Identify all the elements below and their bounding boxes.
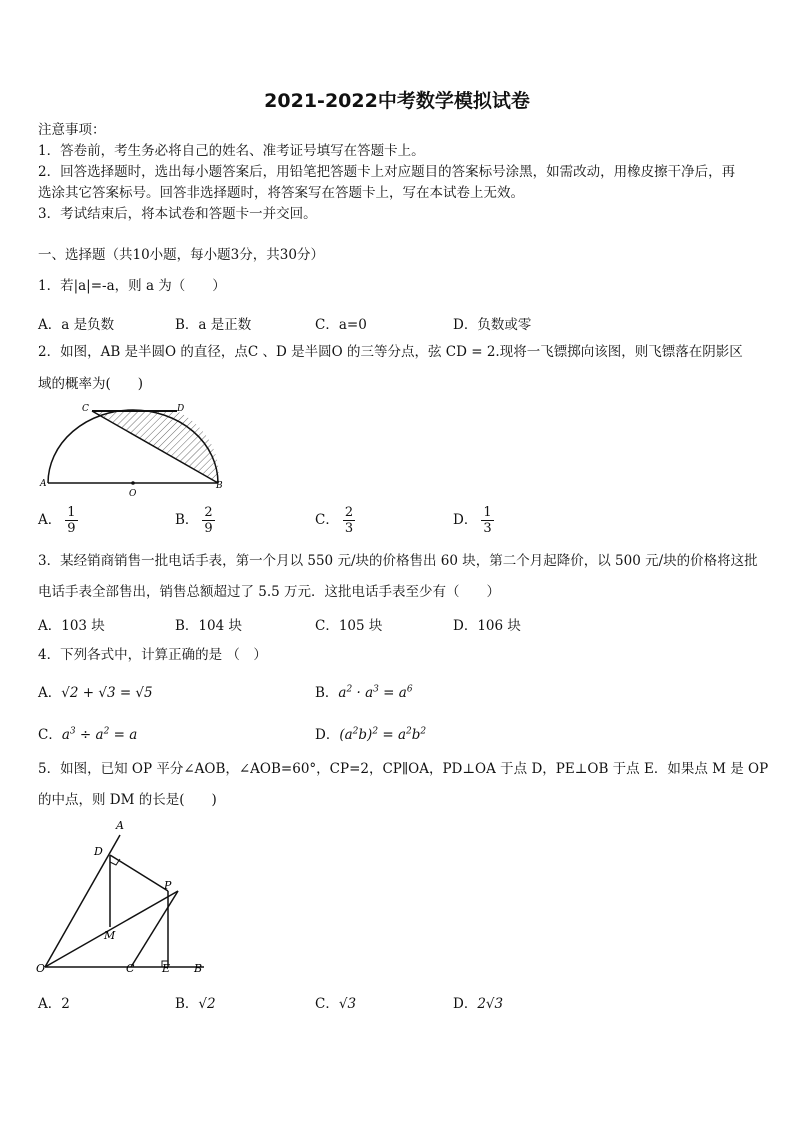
question-3-stem-line1: 3．某经销商销售一批电话手表，第一个月以 550 元/块的价格售出 60 块，第二个月起降价，以 500 元/块的价格将这批 <box>38 553 758 569</box>
notice-item-1: 1．答卷前，考生务必将自己的姓名、准考证号填写在答题卡上。 <box>38 143 425 159</box>
label-a: A <box>40 479 47 489</box>
question-4-stem: 4．下列各式中，计算正确的是 （ ） <box>38 647 267 663</box>
label-b: B <box>194 962 203 975</box>
section-heading: 一、选择题（共10小题，每小题3分，共30分） <box>38 247 324 263</box>
question-3-stem-line2: 电话手表全部售出，销售总额超过了 5.5 万元．这批电话手表至少有（ ） <box>38 584 501 600</box>
label-c: C <box>82 404 89 414</box>
q1-option-a: A．a 是负数 <box>38 317 115 333</box>
notice-item-2: 2．回答选择题时，选出每小题答案后，用铅笔把答题卡上对应题目的答案标号涂黑，如需改动，用橡皮擦干净后，再 <box>38 164 736 180</box>
label-p: P <box>164 879 172 892</box>
q4-option-c: C．$a^3 \div a^2 = a$ <box>38 726 138 743</box>
label-b: B <box>216 481 223 491</box>
q4-option-a: A．√2 + √3 = √5 <box>38 685 153 701</box>
q5-option-d: D．2√3 <box>453 996 504 1012</box>
q2-option-a: A． $\frac{1}{9}$ <box>38 505 76 536</box>
q2-option-b: B． $\frac{2}{9}$ <box>175 505 213 536</box>
q5-option-a: A．2 <box>38 996 70 1012</box>
page-title: 2021-2022中考数学模拟试卷 <box>264 90 530 112</box>
q5-option-b: B．√2 <box>175 996 216 1012</box>
label-o: O <box>36 962 46 975</box>
q1-option-b: B．a 是正数 <box>175 317 252 333</box>
q3-option-c: C．105 块 <box>315 618 383 634</box>
notice-item-3: 3．考试结束后，将本试卷和答题卡一并交回。 <box>38 206 317 222</box>
label-a: A <box>116 819 124 832</box>
notice-item-2-cont: 选涂其它答案标号。回答非选择题时，将答案写在答题卡上，写在本试卷上无效。 <box>38 185 524 201</box>
q5-option-c: C．√3 <box>315 996 357 1012</box>
ray-oa <box>45 835 120 967</box>
label-m: M <box>104 929 116 942</box>
label-d: D <box>177 404 185 414</box>
q1-option-d: D．负数或零 <box>453 317 532 333</box>
semicircle-figure <box>36 400 226 504</box>
segment-cp <box>131 891 178 967</box>
center-o <box>131 481 135 485</box>
q3-option-d: D．106 块 <box>453 618 521 634</box>
q4-option-d: D．$(a^2b)^2 = a^2b^2$ <box>315 726 427 743</box>
label-e: E <box>162 962 171 975</box>
notice-heading: 注意事项： <box>38 122 106 138</box>
question-2-stem-line1: 2．如图，AB 是半圆O 的直径，点C 、D 是半圆O 的三等分点，弦 CD = 2.现将一飞镖掷向该图，则飞镖落在阴影区 <box>38 344 743 360</box>
angle-bisector-figure <box>34 815 214 980</box>
question-1-stem: 1．若|a|=-a，则 a 为（ ） <box>38 278 226 294</box>
question-2-stem-line2: 域的概率为( ) <box>38 376 144 392</box>
q4-option-b: B．$a^2 \cdot a^3 = a^6$ <box>315 684 413 701</box>
q2-option-c: C． $\frac{2}{3}$ <box>315 505 354 536</box>
label-d: D <box>94 845 103 858</box>
q1-option-c: C．a=0 <box>315 317 367 333</box>
q2-option-d: D． $\frac{1}{3}$ <box>453 505 492 536</box>
question-5-stem-line2: 的中点，则 DM 的长是( ) <box>38 792 217 808</box>
question-5-stem-line1: 5．如图，已知 OP 平分∠AOB，∠AOB=60°，CP=2，CP∥OA，PD⊥OA 于点 D，PE⊥OB 于点 E．如果点 M 是 OP <box>38 761 769 777</box>
label-c: C <box>126 962 135 975</box>
label-o: O <box>129 489 137 499</box>
q3-option-a: A．103 块 <box>38 618 105 634</box>
q3-option-b: B．104 块 <box>175 618 242 634</box>
